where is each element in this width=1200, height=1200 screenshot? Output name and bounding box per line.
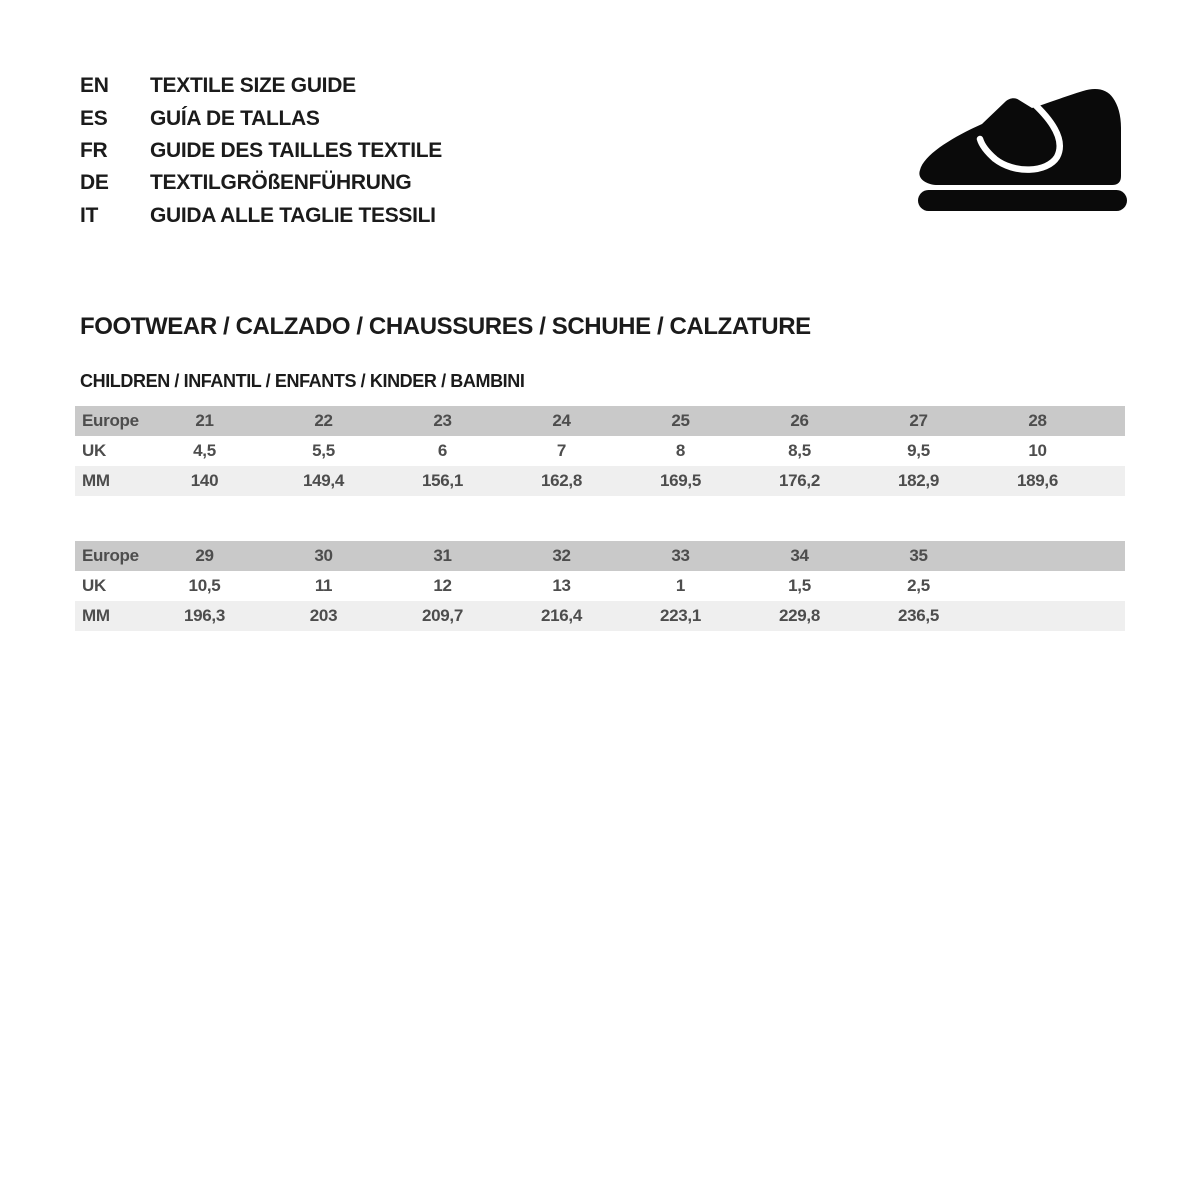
language-row-en bbox=[80, 70, 442, 102]
size-cell: 10,5 bbox=[145, 571, 264, 601]
size-cell: 27 bbox=[859, 406, 978, 436]
table-row-mm bbox=[75, 601, 1125, 631]
table-row-europe bbox=[75, 406, 1125, 436]
language-row-es bbox=[80, 102, 442, 134]
size-cell: 176,2 bbox=[740, 466, 859, 496]
language-label: GUÍA DE TALLAS bbox=[150, 106, 320, 130]
row-label: Europe bbox=[75, 406, 145, 436]
size-cell: 8 bbox=[621, 436, 740, 466]
size-cell: 162,8 bbox=[502, 466, 621, 496]
language-label: GUIDE DES TAILLES TEXTILE bbox=[150, 138, 442, 162]
size-cell: 30 bbox=[264, 541, 383, 571]
language-code: DE bbox=[80, 171, 109, 195]
size-cell: 149,4 bbox=[264, 466, 383, 496]
size-cell: 34 bbox=[740, 541, 859, 571]
size-cell: 11 bbox=[264, 571, 383, 601]
size-cell: 31 bbox=[383, 541, 502, 571]
spacer-cell bbox=[1097, 466, 1125, 496]
spacer-cell bbox=[1097, 571, 1125, 601]
language-row-fr bbox=[80, 135, 442, 167]
size-cell: 23 bbox=[383, 406, 502, 436]
language-row-it bbox=[80, 200, 442, 232]
size-cell: 4,5 bbox=[145, 436, 264, 466]
size-cell: 169,5 bbox=[621, 466, 740, 496]
size-cell: 2,5 bbox=[859, 571, 978, 601]
size-cell: 1,5 bbox=[740, 571, 859, 601]
language-label: TEXTILGRÖßENFÜHRUNG bbox=[150, 171, 412, 195]
size-cell bbox=[978, 541, 1097, 571]
size-cell: 12 bbox=[383, 571, 502, 601]
size-cell: 140 bbox=[145, 466, 264, 496]
size-cell: 229,8 bbox=[740, 601, 859, 631]
size-cell: 5,5 bbox=[264, 436, 383, 466]
size-cell: 24 bbox=[502, 406, 621, 436]
size-cell: 156,1 bbox=[383, 466, 502, 496]
children-size-table-2 bbox=[75, 541, 1125, 631]
size-cell bbox=[978, 601, 1097, 631]
spacer-cell bbox=[1097, 436, 1125, 466]
size-cell: 223,1 bbox=[621, 601, 740, 631]
language-code: ES bbox=[80, 106, 108, 130]
size-cell: 26 bbox=[740, 406, 859, 436]
language-code: IT bbox=[80, 203, 99, 227]
size-cell: 209,7 bbox=[383, 601, 502, 631]
spacer-cell bbox=[1097, 406, 1125, 436]
size-cell: 203 bbox=[264, 601, 383, 631]
section-subtitle: CHILDREN / INFANTIL / ENFANTS / KINDER / BAMBINI bbox=[80, 371, 525, 391]
children-size-table-1 bbox=[75, 406, 1125, 496]
size-cell: 8,5 bbox=[740, 436, 859, 466]
section-title: FOOTWEAR / CALZADO / CHAUSSURES / SCHUHE / CALZATURE bbox=[80, 313, 811, 340]
size-cell: 28 bbox=[978, 406, 1097, 436]
row-label: Europe bbox=[75, 541, 145, 571]
spacer-cell bbox=[1097, 601, 1125, 631]
language-row-de bbox=[80, 167, 442, 199]
table-row-mm bbox=[75, 466, 1125, 496]
size-cell: 1 bbox=[621, 571, 740, 601]
size-cell: 32 bbox=[502, 541, 621, 571]
spacer-cell bbox=[1097, 541, 1125, 571]
size-cell: 13 bbox=[502, 571, 621, 601]
size-cell: 6 bbox=[383, 436, 502, 466]
size-cell: 10 bbox=[978, 436, 1097, 466]
size-cell: 25 bbox=[621, 406, 740, 436]
row-label: MM bbox=[75, 601, 145, 631]
row-label: UK bbox=[75, 436, 145, 466]
language-code: EN bbox=[80, 74, 109, 98]
size-cell: 216,4 bbox=[502, 601, 621, 631]
size-cell: 182,9 bbox=[859, 466, 978, 496]
language-code: FR bbox=[80, 138, 108, 162]
toddler-shoe-icon bbox=[900, 80, 1140, 220]
size-cell: 9,5 bbox=[859, 436, 978, 466]
language-list bbox=[80, 70, 442, 232]
size-cell: 35 bbox=[859, 541, 978, 571]
row-label: UK bbox=[75, 571, 145, 601]
table-row-europe bbox=[75, 541, 1125, 571]
size-cell: 22 bbox=[264, 406, 383, 436]
size-cell: 189,6 bbox=[978, 466, 1097, 496]
size-cell: 7 bbox=[502, 436, 621, 466]
size-cell: 236,5 bbox=[859, 601, 978, 631]
size-cell: 21 bbox=[145, 406, 264, 436]
size-cell: 33 bbox=[621, 541, 740, 571]
language-label: GUIDA ALLE TAGLIE TESSILI bbox=[150, 203, 436, 227]
size-cell bbox=[978, 571, 1097, 601]
language-label: TEXTILE SIZE GUIDE bbox=[150, 74, 356, 98]
size-cell: 29 bbox=[145, 541, 264, 571]
row-label: MM bbox=[75, 466, 145, 496]
size-cell: 196,3 bbox=[145, 601, 264, 631]
table-row-uk bbox=[75, 436, 1125, 466]
table-row-uk bbox=[75, 571, 1125, 601]
